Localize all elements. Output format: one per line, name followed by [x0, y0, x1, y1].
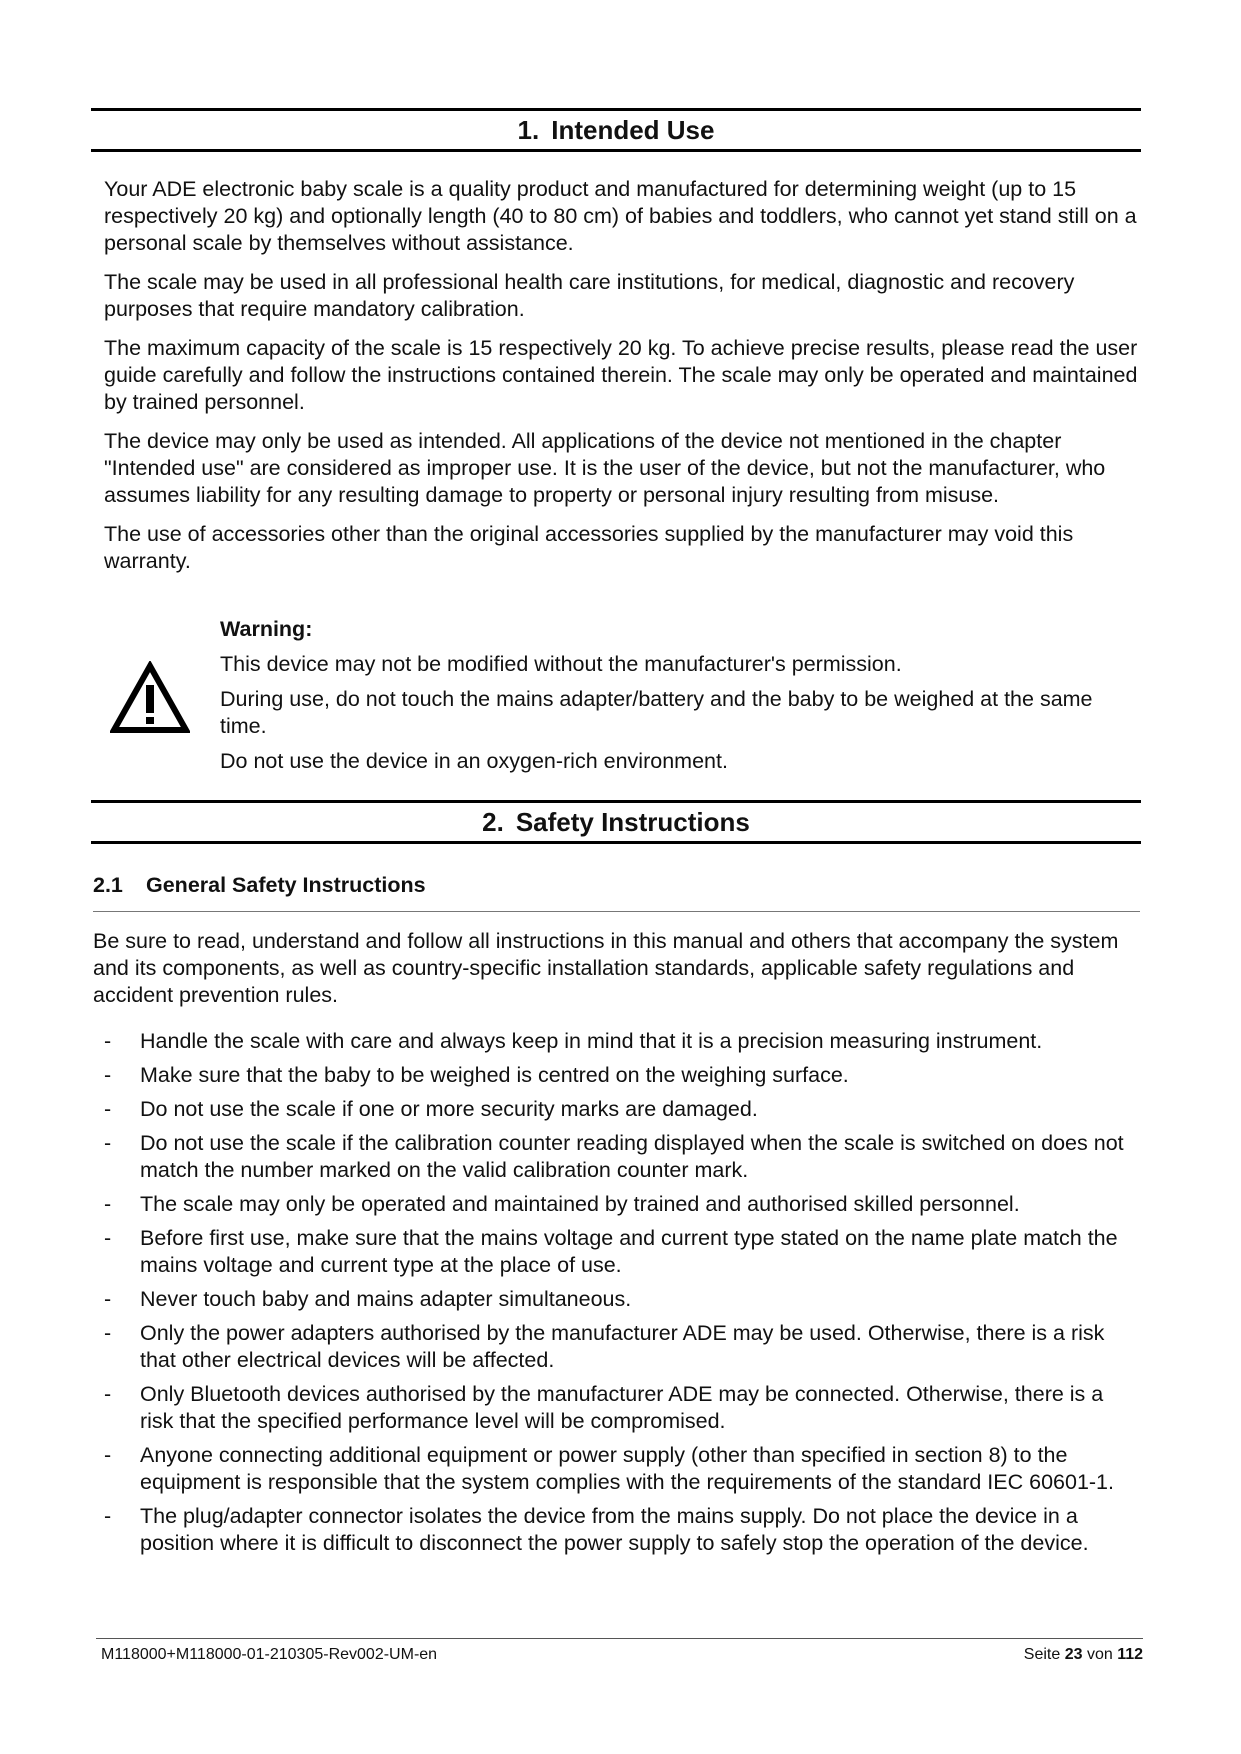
list-item: - Handle the scale with care and always keep in mind that it is a precision measuring instrument. [104, 1029, 1043, 1053]
page-separator: von [1086, 1646, 1113, 1663]
warning-line: This device may not be modified without the manufacturer's permission. [220, 652, 902, 676]
subsection-number: 2.1 [93, 873, 123, 897]
section-2-number: 2. [482, 807, 504, 837]
list-item: - The plug/adapter connector isolates the device from the mains supply. Do not place the device in a position where it is difficult to disconnect the power supply to safely stop the operation of the device. [104, 1504, 1089, 1555]
dash-marker: - [104, 1321, 112, 1345]
section-2-intro [93, 928, 1148, 1021]
section-1-heading [91, 108, 1141, 152]
page-footer [96, 1638, 1143, 1663]
subsection-heading [93, 872, 1140, 912]
warning-block [104, 616, 1144, 786]
dash-marker: - [104, 1504, 112, 1528]
dash-marker: - [104, 1192, 112, 1216]
dash-marker: - [104, 1226, 112, 1250]
dash-marker: - [104, 1287, 112, 1311]
paragraph: The use of accessories other than the original accessories supplied by the manufacturer may void this warranty. [104, 522, 1074, 573]
document-id: M118000+M118000-01-210305-Rev002-UM-en [101, 1646, 438, 1663]
paragraph: The scale may be used in all professional health care institutions, for medical, diagnostic and recovery purposes that require mandatory calibration. [104, 270, 1075, 321]
warning-line: During use, do not touch the mains adapter/battery and the baby to be weighed at the same time. [220, 687, 1093, 738]
list-item: - Anyone connecting additional equipment or power supply (other than specified in section 8) to the equipment is responsible that the system complies with the requirements of the standard IEC 60601-1. [104, 1443, 1114, 1494]
page-prefix: Seite [1023, 1646, 1061, 1663]
page-total: 112 [1117, 1646, 1143, 1663]
section-2-heading [91, 800, 1141, 844]
paragraph: Be sure to read, understand and follow all instructions in this manual and others that accompany the system and its components, as well as country-specific installation standards, applicable safety regulations and accident prevention rules. [93, 929, 1119, 1007]
page-number [1024, 1645, 1143, 1665]
dash-marker: - [104, 1029, 112, 1053]
paragraph: Your ADE electronic baby scale is a quality product and manufactured for determining weight (up to 15 respectively 20 kg) and optionally length (40 to 80 cm) of babies and toddlers, who cannot yet stand still on a personal scale by themselves without assistance. [104, 177, 1137, 255]
dash-marker: - [104, 1382, 112, 1406]
dash-marker: - [104, 1131, 112, 1155]
section-1-body [104, 176, 1154, 587]
section-1-number: 1. [517, 115, 540, 145]
list-item: - Never touch baby and mains adapter simultaneous. [104, 1287, 632, 1311]
safety-bullet-list [92, 1028, 1142, 1564]
warning-text [220, 616, 1140, 783]
warning-triangle-icon [110, 661, 190, 735]
list-item: - Do not use the scale if the calibration counter reading displayed when the scale is switched on does not match the number marked on the valid calibration counter mark. [104, 1131, 1124, 1182]
list-item: - Only the power adapters authorised by the manufacturer ADE may be used. Otherwise, there is a risk that other electrical devices will be affected. [104, 1321, 1105, 1372]
subsection-title: General Safety Instructions [146, 873, 426, 897]
page-current: 23 [1064, 1646, 1083, 1663]
list-item: - Make sure that the baby to be weighed is centred on the weighing surface. [104, 1063, 849, 1087]
list-item: - Do not use the scale if one or more security marks are damaged. [104, 1097, 758, 1121]
warning-line: Do not use the device in an oxygen-rich environment. [220, 749, 728, 773]
list-item: - Only Bluetooth devices authorised by the manufacturer ADE may be connected. Otherwise, there is a risk that the specified performance level will be compromised. [104, 1382, 1104, 1433]
list-item: - Before first use, make sure that the mains voltage and current type stated on the name plate match the mains voltage and current type at the place of use. [104, 1226, 1118, 1277]
section-1-title: Intended Use [551, 115, 715, 145]
dash-marker: - [104, 1443, 112, 1467]
paragraph: The device may only be used as intended. All applications of the device not mentioned in the chapter "Intended use" are considered as improper use. It is the user of the device, but not the manufacturer, who assumes liability for any resulting damage to property or personal injury resulting from misuse. [104, 429, 1106, 507]
section-2-title: Safety Instructions [515, 807, 750, 837]
list-item: - The scale may only be operated and maintained by trained and authorised skilled personnel. [104, 1192, 1020, 1216]
dash-marker: - [104, 1063, 112, 1087]
dash-marker: - [104, 1097, 112, 1121]
paragraph: The maximum capacity of the scale is 15 respectively 20 kg. To achieve precise results, please read the user guide carefully and follow the instructions contained therein. The scale may only be operated and maintained by trained personnel. [104, 336, 1138, 414]
warning-title: Warning: [220, 617, 313, 641]
